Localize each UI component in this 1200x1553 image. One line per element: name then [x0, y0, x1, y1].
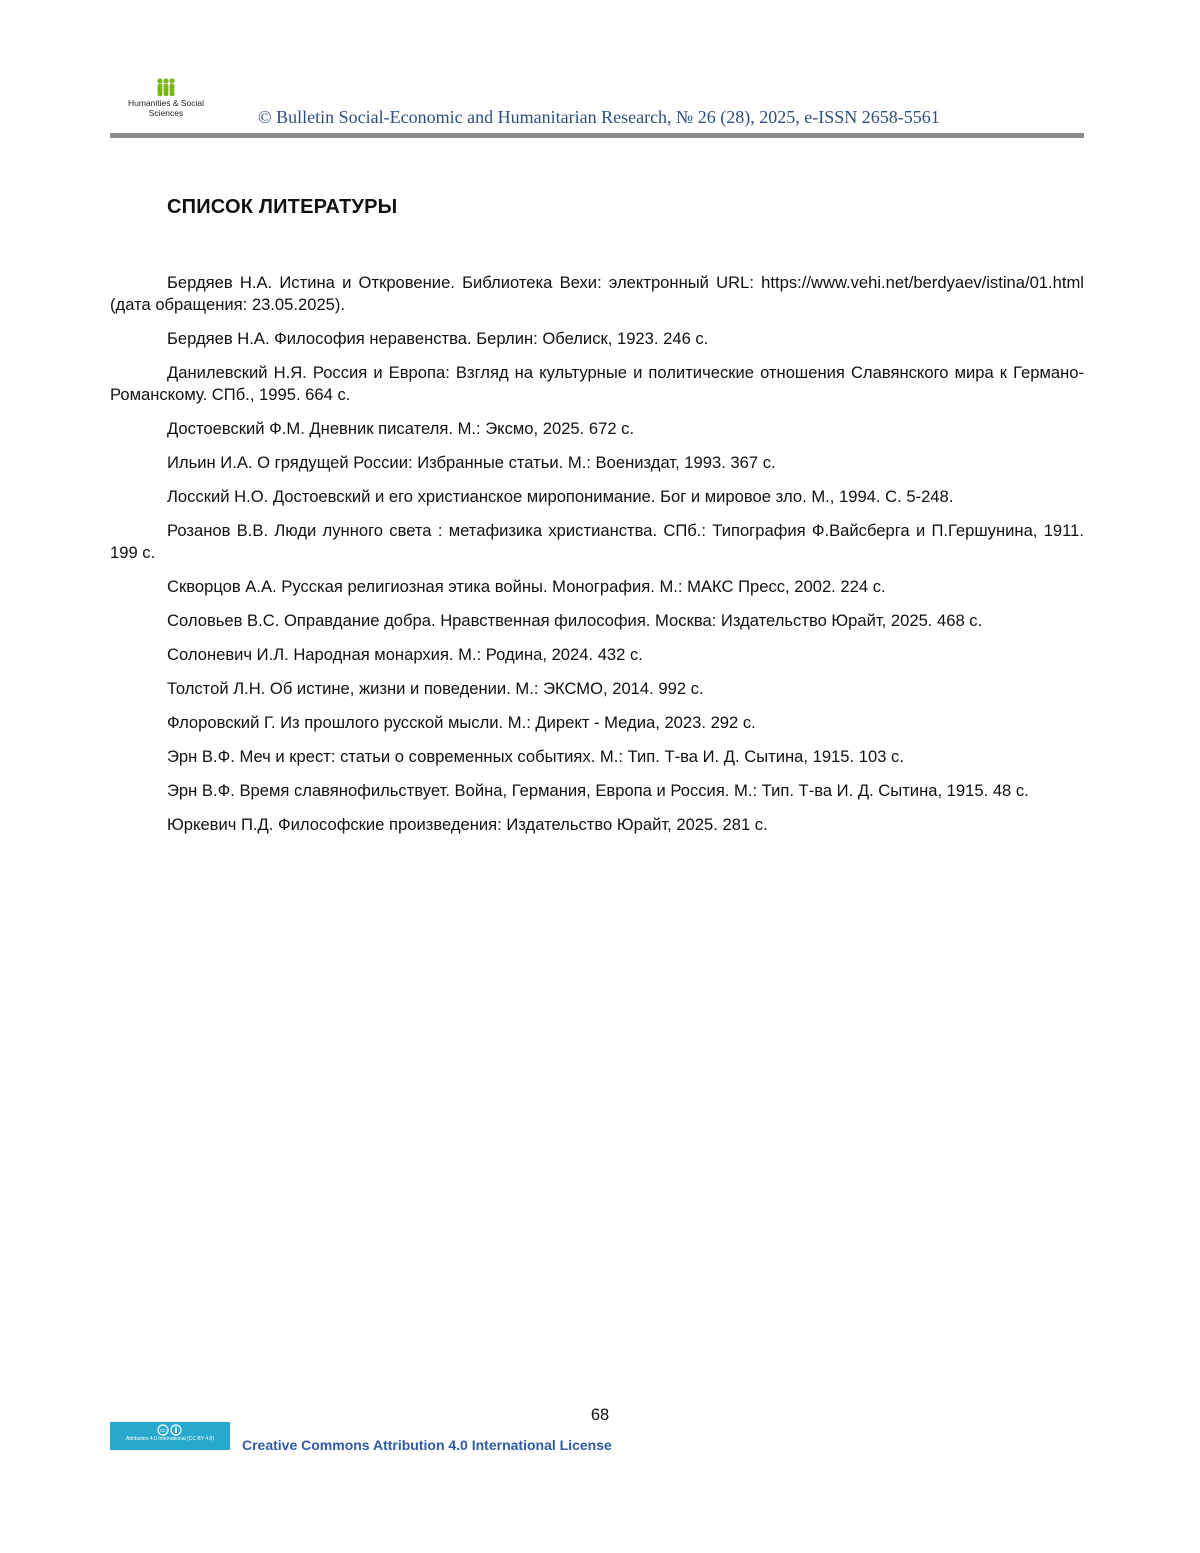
reference-item: Эрн В.Ф. Меч и крест: статьи о современных событиях. М.: Тип. Т-ва И. Д. Сытина, 1915. 103 с. — [167, 747, 904, 766]
reference-item: Розанов В.В. Люди лунного света : метафизика христианства. СПб.: Типография Ф.Вайсберга и П.Гершунина, 1911. 199 с. — [110, 521, 1084, 562]
reference-item: Бердяев Н.А. Философия неравенства. Берлин: Обелиск, 1923. 246 с. — [167, 329, 709, 348]
reference-item: Соловьев В.С. Оправдание добра. Нравственная философия. Москва: Издательство Юрайт, 2025. 468 с. — [167, 611, 983, 630]
reference-item: Лосский Н.О. Достоевский и его христианское миропонимание. Бог и мировое зло. М., 1994. С. 5-248. — [167, 487, 954, 506]
logo-text-line2: Sciences — [148, 108, 184, 118]
logo-text-line1: Humanities & Social — [127, 98, 205, 108]
reference-item: Ильин И.А. О грядущей России: Избранные статьи. М.: Воениздат, 1993. 367 с. — [167, 453, 776, 472]
people-logo-icon — [155, 78, 177, 98]
reference-item: Флоровский Г. Из прошлого русской мысли. М.: Директ - Медиа, 2023. 292 с. — [167, 713, 756, 732]
reference-item: Бердяев Н.А. Истина и Откровение. Библиотека Вехи: электронный URL: https://www.vehi.net/berdyaev/istina/01.html (дата обращения: 23.05.2025). — [110, 273, 1084, 314]
reference-item: Достоевский Ф.М. Дневник писателя. М.: Эксмо, 2025. 672 с. — [167, 419, 635, 438]
reference-item: Данилевский Н.Я. Россия и Европа: Взгляд на культурные и политические отношения Славянского мира к Германо-Романскому. СПб., 1995. 664 с. — [110, 363, 1084, 404]
page-number: 68 — [590, 1406, 610, 1424]
reference-item: Юркевич П.Д. Философские произведения: Издательство Юрайт, 2025. 281 с. — [167, 815, 768, 834]
reference-item: Эрн В.Ф. Время славянофильствует. Война, Германия, Европа и Россия. М.: Тип. Т-ва И. Д. Сытина, 1915. 48 с. — [167, 781, 1029, 800]
reference-item: Солоневич И.Л. Народная монархия. М.: Родина, 2024. 432 с. — [167, 645, 643, 664]
cc-badge-text: Attribution 4.0 International (CC BY 4.0) — [125, 1436, 214, 1442]
reference-item: Скворцов А.А. Русская религиозная этика войны. Монография. М.: МАКС Пресс, 2002. 224 с. — [167, 577, 886, 596]
license-link[interactable]: Creative Commons Attribution 4.0 International License — [242, 1437, 612, 1453]
references-list — [110, 272, 1084, 848]
cc-license-badge[interactable] — [110, 1422, 230, 1450]
references-title: СПИСОК ЛИТЕРАТУРЫ — [167, 196, 398, 218]
cc-by-icon — [155, 1424, 185, 1436]
reference-item: Толстой Л.Н. Об истине, жизни и поведении. М.: ЭКСМО, 2014. 992 с. — [167, 679, 704, 698]
journal-citation: © Bulletin Social-Economic and Humanitarian Research, № 26 (28), 2025, e-ISSN 2658-5561 — [258, 107, 940, 127]
header-divider — [110, 133, 1084, 138]
page-header — [110, 78, 1084, 140]
svg-text:cc: cc — [160, 1428, 166, 1435]
journal-logo — [110, 78, 222, 126]
